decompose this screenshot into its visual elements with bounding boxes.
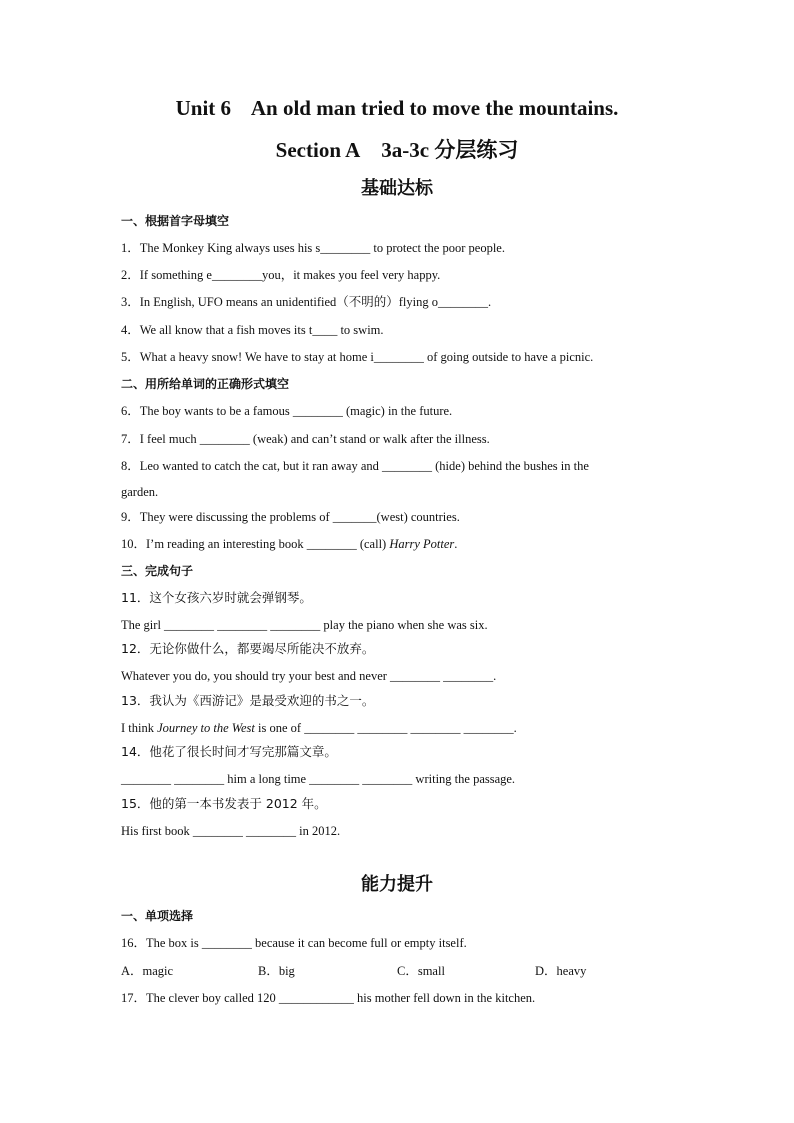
option-c: C．small (397, 964, 445, 978)
question-9: 9．They were discussing the problems of _______(west) countries. (121, 510, 460, 524)
question-3: 3．In English, UFO means an unidentified（不明的）flying o________. (121, 295, 492, 309)
question-10 (121, 536, 457, 552)
question-15-english: His first book ________ ________ in 2012. (121, 824, 341, 838)
question-13-english (121, 720, 517, 736)
option-d: D．heavy (535, 964, 587, 978)
question-13-end: is one of ________ ________ ________ ________. (254, 721, 517, 735)
question-11-chinese: 11．这个女孩六岁时就会弹钢琴。 (121, 590, 312, 605)
question-1: 1．The Monkey King always uses his s________ to protect the poor people. (121, 241, 505, 255)
question-4: 4．We all know that a fish moves its t____ to swim. (121, 323, 384, 337)
part3-heading: 三、完成句子 (121, 564, 194, 578)
question-14-chinese: 14．他花了很长时间才写完那篇文章。 (121, 744, 337, 759)
part4-heading: 一、单项选择 (121, 909, 194, 923)
question-10-end: . (454, 537, 458, 551)
question-7: 7．I feel much ________ (weak) and can’t stand or walk after the illness. (121, 432, 490, 446)
question-15-chinese: 15．他的第一本书发表于 2012 年。 (121, 796, 327, 811)
question-13-text: I think (121, 721, 158, 735)
question-12-chinese: 12．无论你做什么，都要竭尽所能决不放弃。 (121, 641, 375, 656)
option-b: B．big (258, 964, 295, 978)
question-17: 17．The clever boy called 120 ____________ his mother fell down in the kitchen. (121, 991, 536, 1005)
book-title: Harry Potter (389, 537, 455, 551)
question-11-english: The girl ________ ________ ________ play the piano when she was six. (121, 618, 488, 632)
unit-title: Unit 6 An old man tried to move the mountains. (175, 96, 619, 120)
question-6: 6．The boy wants to be a famous ________ (magic) in the future. (121, 404, 453, 418)
part2-heading: 二、用所给单词的正确形式填空 (121, 377, 290, 391)
question-10-text: 10．I’m reading an interesting book ________ (call) (121, 537, 390, 551)
question-2: 2．If something e________you，it makes you feel very happy. (121, 268, 441, 282)
question-14-english: ________ ________ him a long time ________ ________ writing the passage. (121, 772, 516, 786)
question-8-line1: 8．Leo wanted to catch the cat, but it ran away and ________ (hide) behind the bushes in the (121, 459, 589, 473)
question-12-english: Whatever you do, you should try your best and never ________ ________. (121, 669, 497, 683)
level-basic-heading: 基础达标 (361, 178, 433, 198)
book-title: Journey to the West (157, 721, 255, 735)
part1-heading: 一、根据首字母填空 (121, 214, 230, 228)
question-8-line2: garden. (121, 485, 159, 499)
question-5: 5．What a heavy snow! We have to stay at home i________ of going outside to have a picnic. (121, 350, 594, 364)
question-16: 16．The box is ________ because it can become full or empty itself. (121, 936, 467, 950)
question-13-chinese: 13．我认为《西游记》是最受欢迎的书之一。 (121, 693, 375, 708)
level-advanced-heading: 能力提升 (361, 874, 433, 894)
option-a: A．magic (121, 964, 174, 978)
section-title: Section A 3a-3c 分层练习 (275, 138, 519, 162)
